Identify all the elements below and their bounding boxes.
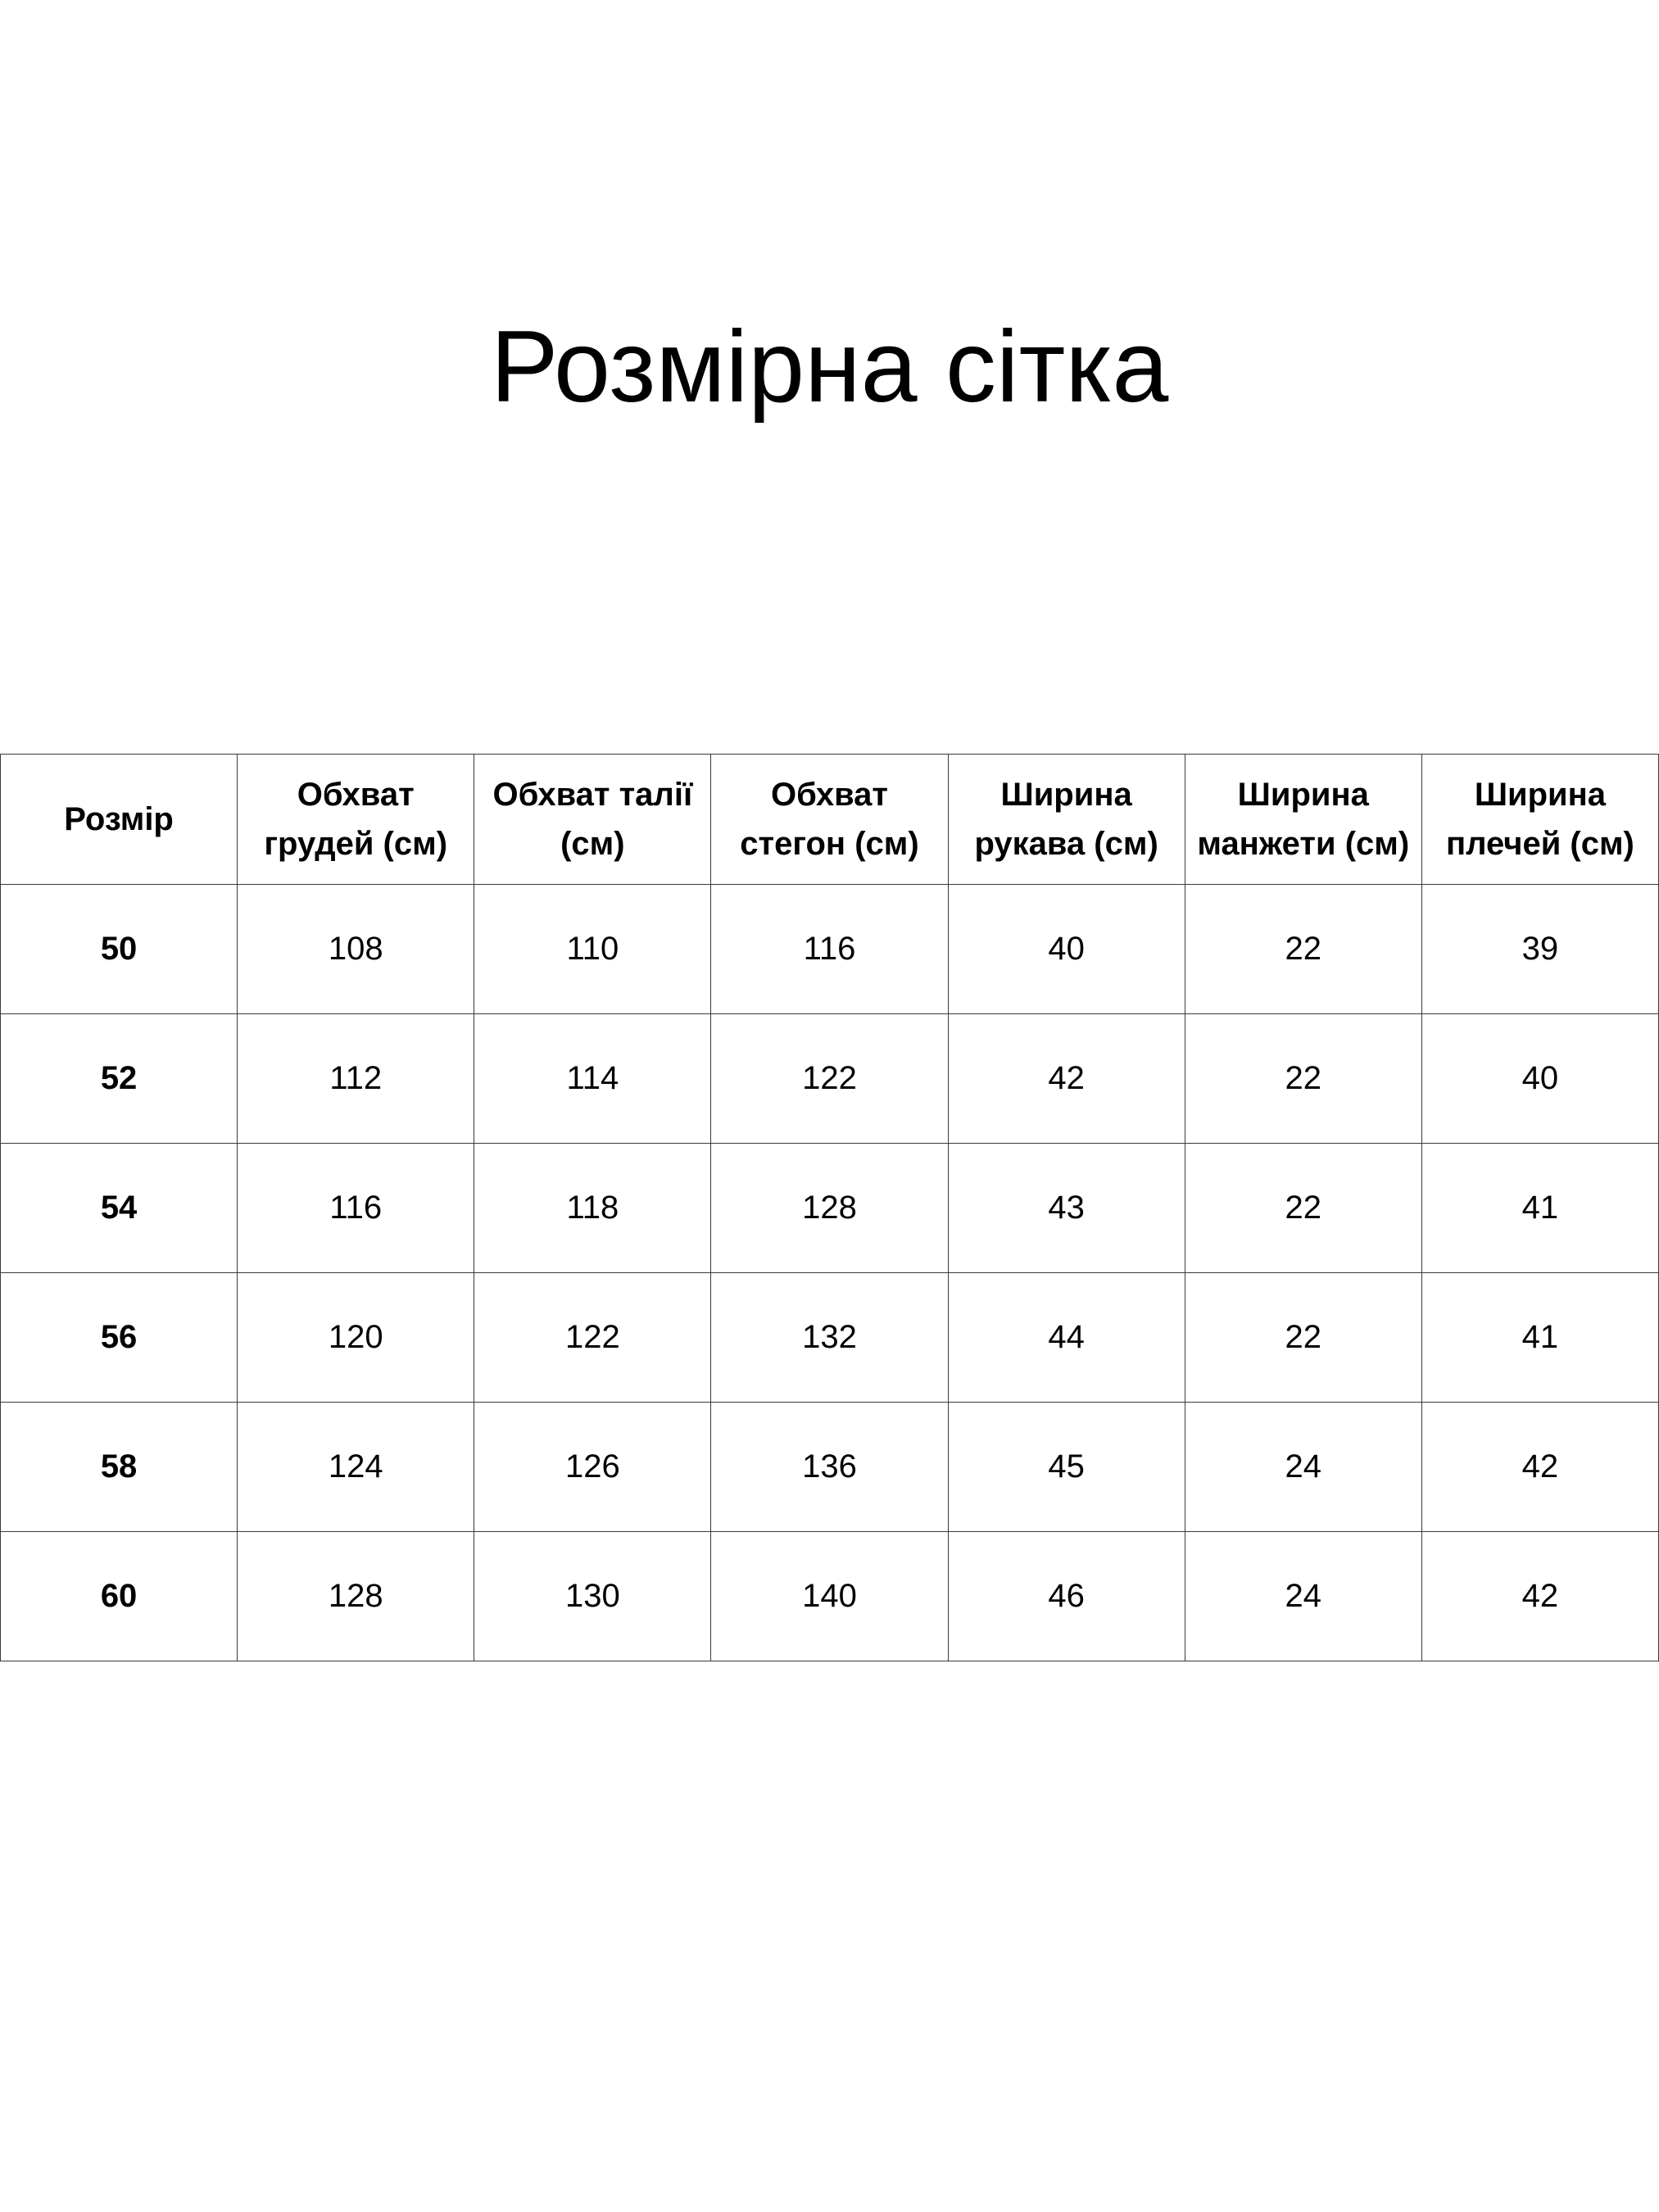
chest-cell: 108: [238, 885, 474, 1014]
hips-cell: 128: [711, 1144, 948, 1273]
shoulder-width-cell: 42: [1421, 1532, 1658, 1661]
header-chest: Обхват грудей (см): [238, 755, 474, 885]
hips-cell: 140: [711, 1532, 948, 1661]
header-cuff-width: Ширина манжети (см): [1185, 755, 1421, 885]
chest-cell: 116: [238, 1144, 474, 1273]
cuff-width-cell: 22: [1185, 1273, 1421, 1403]
shoulder-width-cell: 41: [1421, 1144, 1658, 1273]
table-row: [1, 885, 1659, 1014]
size-cell: 54: [1, 1144, 238, 1273]
cuff-width-cell: 22: [1185, 1144, 1421, 1273]
table-row: [1, 1273, 1659, 1403]
size-cell: 56: [1, 1273, 238, 1403]
page-title: Розмірна сітка: [490, 310, 1169, 424]
waist-cell: 130: [474, 1532, 711, 1661]
table-row: [1, 1403, 1659, 1532]
size-cell: 52: [1, 1014, 238, 1144]
header-waist: Обхват талії (см): [474, 755, 711, 885]
chest-cell: 112: [238, 1014, 474, 1144]
size-cell: 60: [1, 1532, 238, 1661]
sleeve-width-cell: 45: [948, 1403, 1185, 1532]
hips-cell: 116: [711, 885, 948, 1014]
waist-cell: 114: [474, 1014, 711, 1144]
cuff-width-cell: 24: [1185, 1403, 1421, 1532]
table-row: [1, 1532, 1659, 1661]
hips-cell: 122: [711, 1014, 948, 1144]
cuff-width-cell: 24: [1185, 1532, 1421, 1661]
chest-cell: 128: [238, 1532, 474, 1661]
shoulder-width-cell: 42: [1421, 1403, 1658, 1532]
size-cell: 58: [1, 1403, 238, 1532]
header-hips: Обхват стегон (см): [711, 755, 948, 885]
cuff-width-cell: 22: [1185, 885, 1421, 1014]
sleeve-width-cell: 40: [948, 885, 1185, 1014]
waist-cell: 110: [474, 885, 711, 1014]
waist-cell: 122: [474, 1273, 711, 1403]
hips-cell: 132: [711, 1273, 948, 1403]
size-chart-table: [0, 754, 1659, 1661]
cuff-width-cell: 22: [1185, 1014, 1421, 1144]
waist-cell: 126: [474, 1403, 711, 1532]
sleeve-width-cell: 46: [948, 1532, 1185, 1661]
sleeve-width-cell: 44: [948, 1273, 1185, 1403]
header-sleeve-width: Ширина рукава (см): [948, 755, 1185, 885]
size-cell: 50: [1, 885, 238, 1014]
table-row: [1, 1144, 1659, 1273]
chest-cell: 124: [238, 1403, 474, 1532]
shoulder-width-cell: 40: [1421, 1014, 1658, 1144]
table-header-row: [1, 755, 1659, 885]
sleeve-width-cell: 42: [948, 1014, 1185, 1144]
header-size: Розмір: [1, 755, 238, 885]
chest-cell: 120: [238, 1273, 474, 1403]
header-shoulder-width: Ширина плечей (см): [1421, 755, 1658, 885]
hips-cell: 136: [711, 1403, 948, 1532]
waist-cell: 118: [474, 1144, 711, 1273]
table-row: [1, 1014, 1659, 1144]
shoulder-width-cell: 39: [1421, 885, 1658, 1014]
shoulder-width-cell: 41: [1421, 1273, 1658, 1403]
sleeve-width-cell: 43: [948, 1144, 1185, 1273]
